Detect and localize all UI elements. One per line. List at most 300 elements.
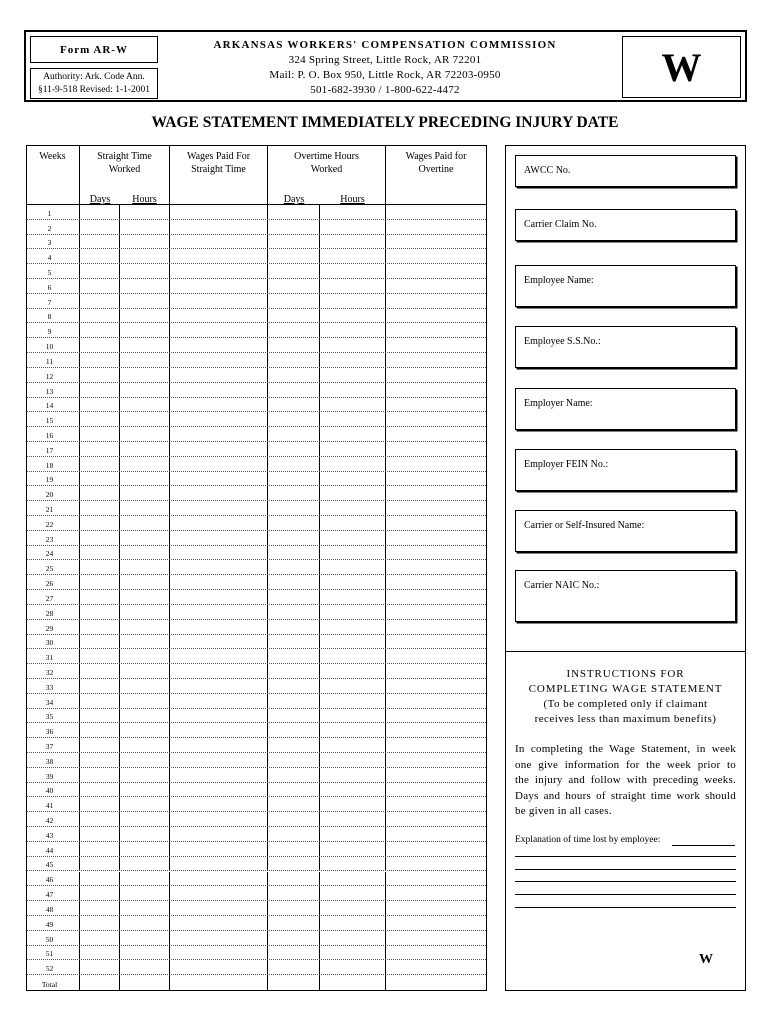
- straight-hours-cell[interactable]: [120, 294, 170, 308]
- straight-wages-cell[interactable]: [170, 279, 268, 293]
- overtime-hours-cell[interactable]: [320, 620, 386, 634]
- overtime-hours-cell[interactable]: [320, 205, 386, 219]
- straight-wages-cell[interactable]: [170, 635, 268, 649]
- overtime-days-cell[interactable]: [268, 605, 320, 619]
- straight-days-cell[interactable]: [80, 723, 120, 737]
- straight-days-cell[interactable]: [80, 738, 120, 752]
- overtime-days-cell[interactable]: [268, 442, 320, 456]
- overtime-days-cell[interactable]: [268, 383, 320, 397]
- overtime-hours-cell[interactable]: [320, 812, 386, 826]
- straight-hours-cell[interactable]: [120, 338, 170, 352]
- overtime-days-cell[interactable]: [268, 886, 320, 900]
- overtime-wages-cell[interactable]: [386, 620, 486, 634]
- overtime-hours-cell[interactable]: [320, 472, 386, 486]
- overtime-days-cell[interactable]: [268, 694, 320, 708]
- straight-hours-cell[interactable]: [120, 723, 170, 737]
- straight-days-cell[interactable]: [80, 575, 120, 589]
- carrier-naic-field[interactable]: [515, 570, 736, 622]
- straight-days-cell[interactable]: [80, 590, 120, 604]
- overtime-wages-cell[interactable]: [386, 723, 486, 737]
- straight-hours-cell[interactable]: [120, 220, 170, 234]
- straight-days-cell[interactable]: [80, 531, 120, 545]
- overtime-hours-cell[interactable]: [320, 931, 386, 945]
- overtime-hours-cell[interactable]: [320, 264, 386, 278]
- overtime-wages-cell[interactable]: [386, 694, 486, 708]
- straight-hours-cell[interactable]: [120, 368, 170, 382]
- overtime-wages-cell[interactable]: [386, 946, 486, 960]
- overtime-days-cell[interactable]: [268, 827, 320, 841]
- overtime-wages-cell[interactable]: [386, 649, 486, 663]
- explanation-blank-line[interactable]: [672, 845, 735, 846]
- straight-hours-cell[interactable]: [120, 309, 170, 323]
- overtime-days-cell[interactable]: [268, 516, 320, 530]
- overtime-wages-cell[interactable]: [386, 472, 486, 486]
- overtime-days-cell[interactable]: [268, 472, 320, 486]
- overtime-days-cell[interactable]: [268, 931, 320, 945]
- employer-fein-field[interactable]: [515, 449, 736, 491]
- overtime-hours-cell[interactable]: [320, 635, 386, 649]
- straight-wages-cell[interactable]: [170, 783, 268, 797]
- overtime-days-cell[interactable]: [268, 960, 320, 974]
- overtime-hours-cell[interactable]: [320, 383, 386, 397]
- straight-days-cell[interactable]: [80, 946, 120, 960]
- overtime-hours-cell[interactable]: [320, 249, 386, 263]
- overtime-days-cell[interactable]: [268, 560, 320, 574]
- straight-hours-cell[interactable]: [120, 753, 170, 767]
- overtime-hours-cell[interactable]: [320, 486, 386, 500]
- overtime-wages-cell[interactable]: [386, 960, 486, 974]
- straight-hours-cell[interactable]: [120, 235, 170, 249]
- straight-days-cell[interactable]: [80, 664, 120, 678]
- overtime-wages-cell[interactable]: [386, 827, 486, 841]
- straight-wages-cell[interactable]: [170, 323, 268, 337]
- overtime-days-cell[interactable]: [268, 916, 320, 930]
- straight-wages-cell[interactable]: [170, 398, 268, 412]
- straight-days-cell[interactable]: [80, 412, 120, 426]
- overtime-days-cell[interactable]: [268, 812, 320, 826]
- straight-wages-cell[interactable]: [170, 797, 268, 811]
- straight-wages-cell[interactable]: [170, 427, 268, 441]
- straight-wages-cell[interactable]: [170, 264, 268, 278]
- overtime-hours-cell[interactable]: [320, 842, 386, 856]
- explanation-blank-line[interactable]: [515, 894, 736, 895]
- straight-hours-cell[interactable]: [120, 901, 170, 915]
- straight-hours-cell[interactable]: [120, 412, 170, 426]
- total-overtime-wages-cell[interactable]: [386, 975, 486, 990]
- straight-wages-cell[interactable]: [170, 723, 268, 737]
- straight-days-cell[interactable]: [80, 812, 120, 826]
- overtime-wages-cell[interactable]: [386, 235, 486, 249]
- employee-ssn-field[interactable]: [515, 326, 736, 368]
- straight-wages-cell[interactable]: [170, 590, 268, 604]
- overtime-hours-cell[interactable]: [320, 412, 386, 426]
- overtime-wages-cell[interactable]: [386, 264, 486, 278]
- overtime-wages-cell[interactable]: [386, 664, 486, 678]
- overtime-wages-cell[interactable]: [386, 353, 486, 367]
- overtime-days-cell[interactable]: [268, 575, 320, 589]
- straight-wages-cell[interactable]: [170, 827, 268, 841]
- straight-wages-cell[interactable]: [170, 753, 268, 767]
- straight-hours-cell[interactable]: [120, 516, 170, 530]
- explanation-blank-line[interactable]: [515, 869, 736, 870]
- straight-days-cell[interactable]: [80, 398, 120, 412]
- straight-days-cell[interactable]: [80, 368, 120, 382]
- overtime-hours-cell[interactable]: [320, 901, 386, 915]
- straight-wages-cell[interactable]: [170, 620, 268, 634]
- overtime-hours-cell[interactable]: [320, 886, 386, 900]
- overtime-hours-cell[interactable]: [320, 353, 386, 367]
- overtime-hours-cell[interactable]: [320, 738, 386, 752]
- overtime-wages-cell[interactable]: [386, 516, 486, 530]
- straight-hours-cell[interactable]: [120, 205, 170, 219]
- straight-wages-cell[interactable]: [170, 605, 268, 619]
- straight-wages-cell[interactable]: [170, 916, 268, 930]
- straight-hours-cell[interactable]: [120, 709, 170, 723]
- straight-days-cell[interactable]: [80, 620, 120, 634]
- overtime-days-cell[interactable]: [268, 842, 320, 856]
- total-straight-hours-cell[interactable]: [120, 975, 170, 990]
- overtime-hours-cell[interactable]: [320, 768, 386, 782]
- straight-hours-cell[interactable]: [120, 560, 170, 574]
- straight-hours-cell[interactable]: [120, 694, 170, 708]
- overtime-wages-cell[interactable]: [386, 323, 486, 337]
- straight-hours-cell[interactable]: [120, 486, 170, 500]
- overtime-wages-cell[interactable]: [386, 886, 486, 900]
- overtime-days-cell[interactable]: [268, 857, 320, 871]
- overtime-days-cell[interactable]: [268, 486, 320, 500]
- overtime-wages-cell[interactable]: [386, 220, 486, 234]
- straight-hours-cell[interactable]: [120, 649, 170, 663]
- overtime-wages-cell[interactable]: [386, 709, 486, 723]
- straight-wages-cell[interactable]: [170, 960, 268, 974]
- straight-hours-cell[interactable]: [120, 931, 170, 945]
- straight-hours-cell[interactable]: [120, 249, 170, 263]
- overtime-wages-cell[interactable]: [386, 368, 486, 382]
- overtime-days-cell[interactable]: [268, 294, 320, 308]
- straight-days-cell[interactable]: [80, 709, 120, 723]
- straight-wages-cell[interactable]: [170, 412, 268, 426]
- straight-wages-cell[interactable]: [170, 946, 268, 960]
- overtime-hours-cell[interactable]: [320, 427, 386, 441]
- overtime-days-cell[interactable]: [268, 235, 320, 249]
- straight-days-cell[interactable]: [80, 249, 120, 263]
- overtime-days-cell[interactable]: [268, 457, 320, 471]
- straight-days-cell[interactable]: [80, 516, 120, 530]
- overtime-hours-cell[interactable]: [320, 946, 386, 960]
- explanation-blank-line[interactable]: [515, 856, 736, 857]
- straight-wages-cell[interactable]: [170, 812, 268, 826]
- employer-name-field[interactable]: [515, 388, 736, 430]
- overtime-wages-cell[interactable]: [386, 442, 486, 456]
- overtime-hours-cell[interactable]: [320, 827, 386, 841]
- overtime-days-cell[interactable]: [268, 501, 320, 515]
- straight-days-cell[interactable]: [80, 442, 120, 456]
- overtime-days-cell[interactable]: [268, 901, 320, 915]
- straight-hours-cell[interactable]: [120, 635, 170, 649]
- straight-days-cell[interactable]: [80, 886, 120, 900]
- straight-hours-cell[interactable]: [120, 501, 170, 515]
- overtime-hours-cell[interactable]: [320, 783, 386, 797]
- straight-wages-cell[interactable]: [170, 309, 268, 323]
- straight-days-cell[interactable]: [80, 427, 120, 441]
- overtime-days-cell[interactable]: [268, 427, 320, 441]
- straight-wages-cell[interactable]: [170, 442, 268, 456]
- total-straight-days-cell[interactable]: [80, 975, 120, 990]
- overtime-wages-cell[interactable]: [386, 768, 486, 782]
- straight-wages-cell[interactable]: [170, 516, 268, 530]
- straight-wages-cell[interactable]: [170, 886, 268, 900]
- straight-wages-cell[interactable]: [170, 383, 268, 397]
- straight-hours-cell[interactable]: [120, 575, 170, 589]
- overtime-hours-cell[interactable]: [320, 709, 386, 723]
- straight-days-cell[interactable]: [80, 457, 120, 471]
- straight-wages-cell[interactable]: [170, 235, 268, 249]
- straight-days-cell[interactable]: [80, 783, 120, 797]
- straight-days-cell[interactable]: [80, 323, 120, 337]
- overtime-wages-cell[interactable]: [386, 279, 486, 293]
- overtime-wages-cell[interactable]: [386, 931, 486, 945]
- straight-hours-cell[interactable]: [120, 427, 170, 441]
- overtime-wages-cell[interactable]: [386, 309, 486, 323]
- overtime-wages-cell[interactable]: [386, 338, 486, 352]
- straight-days-cell[interactable]: [80, 827, 120, 841]
- straight-hours-cell[interactable]: [120, 827, 170, 841]
- overtime-days-cell[interactable]: [268, 205, 320, 219]
- straight-hours-cell[interactable]: [120, 279, 170, 293]
- overtime-wages-cell[interactable]: [386, 531, 486, 545]
- explanation-blank-line[interactable]: [515, 881, 736, 882]
- straight-wages-cell[interactable]: [170, 679, 268, 693]
- overtime-days-cell[interactable]: [268, 723, 320, 737]
- straight-days-cell[interactable]: [80, 635, 120, 649]
- overtime-hours-cell[interactable]: [320, 457, 386, 471]
- overtime-hours-cell[interactable]: [320, 960, 386, 974]
- straight-hours-cell[interactable]: [120, 457, 170, 471]
- straight-wages-cell[interactable]: [170, 294, 268, 308]
- overtime-hours-cell[interactable]: [320, 546, 386, 560]
- straight-hours-cell[interactable]: [120, 812, 170, 826]
- overtime-wages-cell[interactable]: [386, 294, 486, 308]
- straight-hours-cell[interactable]: [120, 546, 170, 560]
- carrier-claim-number-field[interactable]: [515, 209, 736, 241]
- straight-hours-cell[interactable]: [120, 842, 170, 856]
- employee-name-field[interactable]: [515, 265, 736, 307]
- overtime-wages-cell[interactable]: [386, 457, 486, 471]
- overtime-days-cell[interactable]: [268, 309, 320, 323]
- overtime-hours-cell[interactable]: [320, 605, 386, 619]
- overtime-wages-cell[interactable]: [386, 872, 486, 886]
- straight-hours-cell[interactable]: [120, 916, 170, 930]
- overtime-wages-cell[interactable]: [386, 857, 486, 871]
- overtime-hours-cell[interactable]: [320, 649, 386, 663]
- overtime-days-cell[interactable]: [268, 412, 320, 426]
- total-straight-wages-cell[interactable]: [170, 975, 268, 990]
- overtime-wages-cell[interactable]: [386, 486, 486, 500]
- overtime-wages-cell[interactable]: [386, 546, 486, 560]
- overtime-wages-cell[interactable]: [386, 383, 486, 397]
- straight-hours-cell[interactable]: [120, 531, 170, 545]
- overtime-days-cell[interactable]: [268, 531, 320, 545]
- overtime-days-cell[interactable]: [268, 738, 320, 752]
- straight-wages-cell[interactable]: [170, 249, 268, 263]
- overtime-hours-cell[interactable]: [320, 723, 386, 737]
- straight-wages-cell[interactable]: [170, 664, 268, 678]
- overtime-wages-cell[interactable]: [386, 901, 486, 915]
- overtime-days-cell[interactable]: [268, 220, 320, 234]
- straight-wages-cell[interactable]: [170, 205, 268, 219]
- straight-wages-cell[interactable]: [170, 560, 268, 574]
- straight-hours-cell[interactable]: [120, 620, 170, 634]
- overtime-wages-cell[interactable]: [386, 812, 486, 826]
- overtime-hours-cell[interactable]: [320, 516, 386, 530]
- straight-hours-cell[interactable]: [120, 679, 170, 693]
- overtime-wages-cell[interactable]: [386, 398, 486, 412]
- overtime-days-cell[interactable]: [268, 249, 320, 263]
- overtime-wages-cell[interactable]: [386, 797, 486, 811]
- overtime-days-cell[interactable]: [268, 323, 320, 337]
- overtime-wages-cell[interactable]: [386, 916, 486, 930]
- straight-days-cell[interactable]: [80, 546, 120, 560]
- straight-wages-cell[interactable]: [170, 857, 268, 871]
- straight-hours-cell[interactable]: [120, 353, 170, 367]
- straight-hours-cell[interactable]: [120, 886, 170, 900]
- overtime-hours-cell[interactable]: [320, 575, 386, 589]
- straight-days-cell[interactable]: [80, 560, 120, 574]
- straight-wages-cell[interactable]: [170, 694, 268, 708]
- overtime-hours-cell[interactable]: [320, 235, 386, 249]
- straight-days-cell[interactable]: [80, 931, 120, 945]
- straight-hours-cell[interactable]: [120, 664, 170, 678]
- straight-days-cell[interactable]: [80, 797, 120, 811]
- overtime-hours-cell[interactable]: [320, 590, 386, 604]
- straight-wages-cell[interactable]: [170, 531, 268, 545]
- straight-days-cell[interactable]: [80, 916, 120, 930]
- straight-wages-cell[interactable]: [170, 220, 268, 234]
- straight-hours-cell[interactable]: [120, 442, 170, 456]
- straight-days-cell[interactable]: [80, 842, 120, 856]
- overtime-wages-cell[interactable]: [386, 753, 486, 767]
- overtime-days-cell[interactable]: [268, 946, 320, 960]
- overtime-days-cell[interactable]: [268, 368, 320, 382]
- straight-hours-cell[interactable]: [120, 960, 170, 974]
- overtime-hours-cell[interactable]: [320, 694, 386, 708]
- overtime-hours-cell[interactable]: [320, 501, 386, 515]
- overtime-days-cell[interactable]: [268, 279, 320, 293]
- straight-wages-cell[interactable]: [170, 872, 268, 886]
- overtime-hours-cell[interactable]: [320, 368, 386, 382]
- straight-days-cell[interactable]: [80, 220, 120, 234]
- overtime-wages-cell[interactable]: [386, 205, 486, 219]
- overtime-hours-cell[interactable]: [320, 872, 386, 886]
- straight-days-cell[interactable]: [80, 205, 120, 219]
- overtime-wages-cell[interactable]: [386, 679, 486, 693]
- overtime-wages-cell[interactable]: [386, 575, 486, 589]
- overtime-wages-cell[interactable]: [386, 738, 486, 752]
- straight-wages-cell[interactable]: [170, 738, 268, 752]
- overtime-wages-cell[interactable]: [386, 635, 486, 649]
- straight-wages-cell[interactable]: [170, 842, 268, 856]
- straight-hours-cell[interactable]: [120, 738, 170, 752]
- overtime-hours-cell[interactable]: [320, 398, 386, 412]
- overtime-days-cell[interactable]: [268, 753, 320, 767]
- overtime-hours-cell[interactable]: [320, 442, 386, 456]
- straight-hours-cell[interactable]: [120, 872, 170, 886]
- straight-days-cell[interactable]: [80, 486, 120, 500]
- straight-hours-cell[interactable]: [120, 797, 170, 811]
- straight-days-cell[interactable]: [80, 605, 120, 619]
- straight-hours-cell[interactable]: [120, 323, 170, 337]
- overtime-wages-cell[interactable]: [386, 560, 486, 574]
- straight-hours-cell[interactable]: [120, 398, 170, 412]
- straight-days-cell[interactable]: [80, 901, 120, 915]
- overtime-days-cell[interactable]: [268, 546, 320, 560]
- straight-hours-cell[interactable]: [120, 946, 170, 960]
- straight-days-cell[interactable]: [80, 694, 120, 708]
- overtime-wages-cell[interactable]: [386, 605, 486, 619]
- straight-wages-cell[interactable]: [170, 472, 268, 486]
- overtime-days-cell[interactable]: [268, 872, 320, 886]
- explanation-blank-line[interactable]: [515, 907, 736, 908]
- overtime-hours-cell[interactable]: [320, 220, 386, 234]
- straight-wages-cell[interactable]: [170, 338, 268, 352]
- straight-days-cell[interactable]: [80, 679, 120, 693]
- overtime-hours-cell[interactable]: [320, 531, 386, 545]
- overtime-days-cell[interactable]: [268, 679, 320, 693]
- straight-days-cell[interactable]: [80, 294, 120, 308]
- straight-wages-cell[interactable]: [170, 486, 268, 500]
- overtime-hours-cell[interactable]: [320, 797, 386, 811]
- overtime-hours-cell[interactable]: [320, 560, 386, 574]
- overtime-hours-cell[interactable]: [320, 279, 386, 293]
- straight-hours-cell[interactable]: [120, 768, 170, 782]
- overtime-days-cell[interactable]: [268, 590, 320, 604]
- straight-wages-cell[interactable]: [170, 368, 268, 382]
- straight-days-cell[interactable]: [80, 338, 120, 352]
- overtime-days-cell[interactable]: [268, 398, 320, 412]
- overtime-days-cell[interactable]: [268, 620, 320, 634]
- carrier-name-field[interactable]: [515, 510, 736, 552]
- overtime-hours-cell[interactable]: [320, 753, 386, 767]
- overtime-days-cell[interactable]: [268, 353, 320, 367]
- straight-days-cell[interactable]: [80, 872, 120, 886]
- overtime-hours-cell[interactable]: [320, 857, 386, 871]
- straight-wages-cell[interactable]: [170, 353, 268, 367]
- straight-hours-cell[interactable]: [120, 590, 170, 604]
- straight-days-cell[interactable]: [80, 472, 120, 486]
- overtime-wages-cell[interactable]: [386, 783, 486, 797]
- overtime-days-cell[interactable]: [268, 797, 320, 811]
- straight-wages-cell[interactable]: [170, 768, 268, 782]
- straight-wages-cell[interactable]: [170, 546, 268, 560]
- straight-wages-cell[interactable]: [170, 901, 268, 915]
- overtime-days-cell[interactable]: [268, 664, 320, 678]
- straight-days-cell[interactable]: [80, 753, 120, 767]
- overtime-hours-cell[interactable]: [320, 679, 386, 693]
- awcc-number-field[interactable]: [515, 155, 736, 187]
- total-overtime-days-cell[interactable]: [268, 975, 320, 990]
- overtime-hours-cell[interactable]: [320, 323, 386, 337]
- overtime-wages-cell[interactable]: [386, 427, 486, 441]
- straight-days-cell[interactable]: [80, 235, 120, 249]
- straight-wages-cell[interactable]: [170, 575, 268, 589]
- overtime-wages-cell[interactable]: [386, 501, 486, 515]
- straight-hours-cell[interactable]: [120, 857, 170, 871]
- overtime-hours-cell[interactable]: [320, 338, 386, 352]
- straight-hours-cell[interactable]: [120, 783, 170, 797]
- straight-days-cell[interactable]: [80, 768, 120, 782]
- straight-wages-cell[interactable]: [170, 457, 268, 471]
- overtime-days-cell[interactable]: [268, 264, 320, 278]
